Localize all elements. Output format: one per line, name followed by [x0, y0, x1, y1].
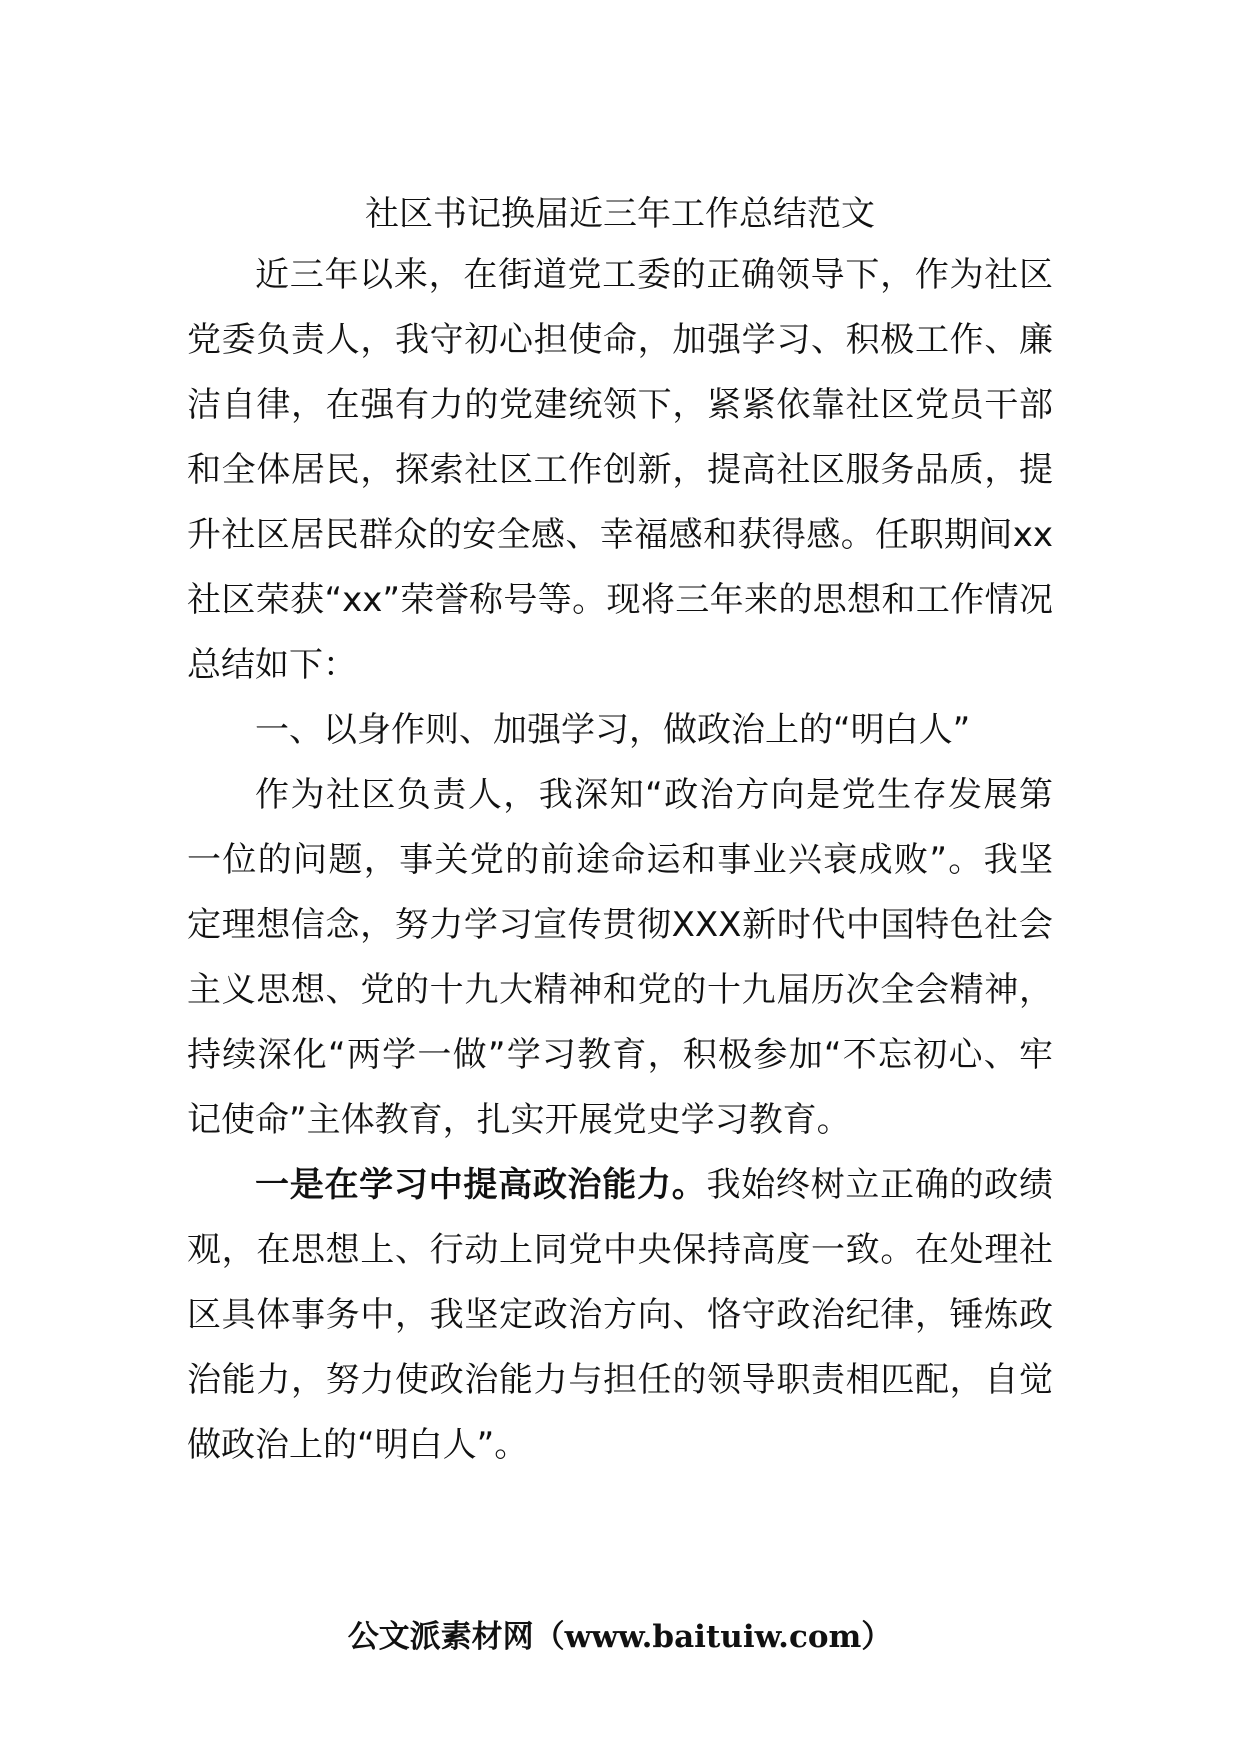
section-heading-1: 一、以身作则、加强学习，做政治上的“明白人” [255, 710, 971, 750]
point-1-paragraph [187, 1153, 1053, 1478]
point-1-lead: 一是在学习中提高政治能力。 [255, 1165, 707, 1205]
point-1-text: 我始终树立正确的政绩观，在思想上、行动上同党中央保持高度一致。在处理社区具体事务中，我坚定政治方向、恪守政治纪律，锤炼政治能力，努力使政治能力与担任的领导职责相匹配，自觉做政治上的“明白人”。 [187, 1165, 1054, 1465]
document-title: 社区书记换届近三年工作总结范文 [365, 194, 875, 234]
page-footer: 公文派素材网（www.baituiw.com） [347, 1619, 893, 1655]
section-1-paragraph: 作为社区负责人，我深知“政治方向是党生存发展第一位的问题，事关党的前途命运和事业兴衰成败”。我坚定理想信念，努力学习宣传贯彻XXX新时代中国特色社会主义思想、党的十九大精神和党的十九届历次全会精神，持续深化“两学一做”学习教育，积极参加“不忘初心、牢记使命”主体教育，扎实开展党史学习教育。 [187, 775, 1053, 1140]
intro-paragraph: 近三年以来，在街道党工委的正确领导下，作为社区党委负责人，我守初心担使命，加强学习、积极工作、廉洁自律，在强有力的党建统领下，紧紧依靠社区党员干部和全体居民，探索社区工作创新，提高社区服务品质，提升社区居民群众的安全感、幸福感和获得感。任职期间xx社区荣获“xx”荣誉称号等。现将三年来的思想和工作情况总结如下： [187, 255, 1053, 685]
document-body [187, 243, 1053, 1478]
